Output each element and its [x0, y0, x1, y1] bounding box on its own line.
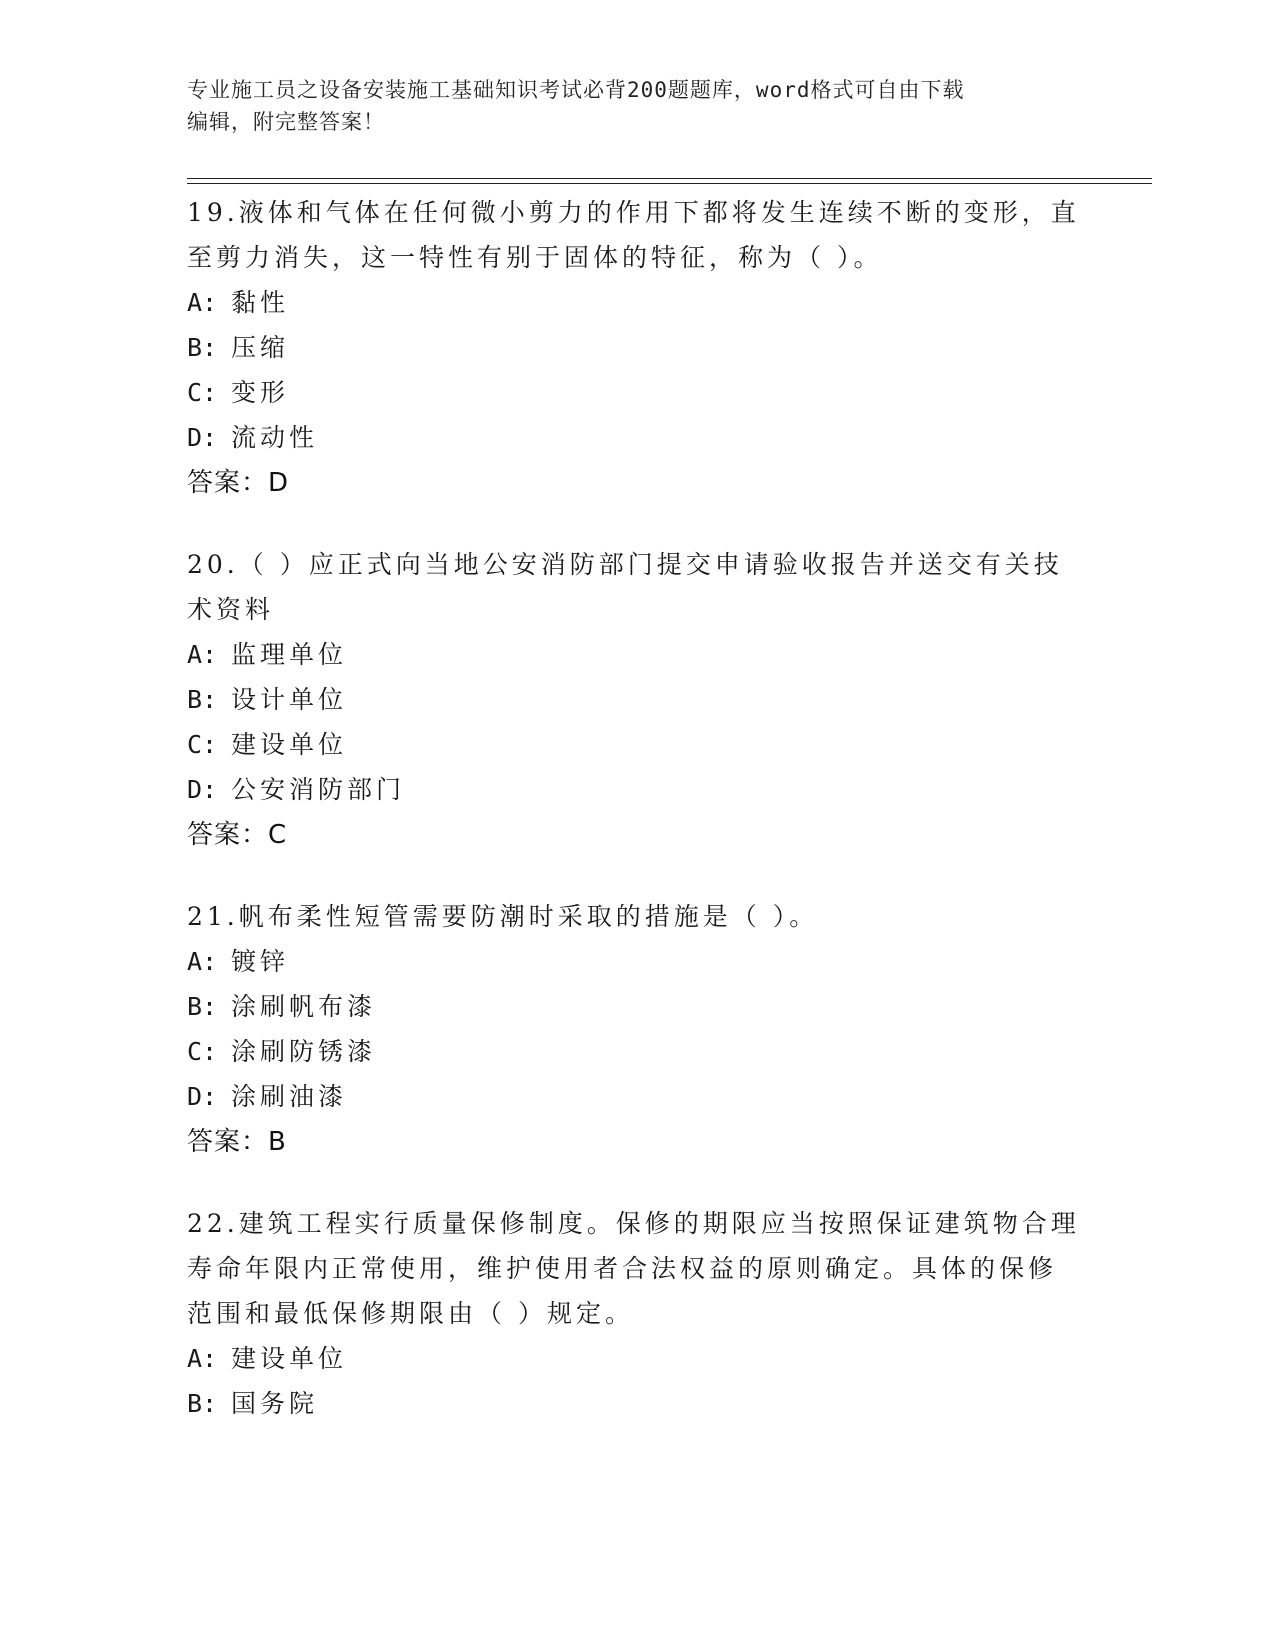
option-a — [187, 632, 1087, 677]
question-stem — [187, 1201, 1087, 1336]
question-stem — [187, 190, 1087, 280]
option-c — [187, 722, 1087, 767]
question-21 — [187, 894, 1087, 1165]
option-key: C: — [187, 730, 218, 759]
option-key: A: — [187, 1344, 218, 1373]
option-key: B: — [187, 1389, 218, 1418]
option-key: B: — [187, 333, 218, 362]
option-text: 镀锌 — [231, 947, 290, 976]
option-text: 流动性 — [231, 423, 319, 452]
option-text: 压缩 — [231, 333, 290, 362]
option-key: D: — [187, 423, 218, 452]
option-d — [187, 415, 1087, 460]
option-b — [187, 677, 1087, 722]
question-stem — [187, 542, 1087, 632]
question-stem-line: 范围和最低保修期限由（ ）规定。 — [187, 1299, 634, 1328]
option-key: B: — [187, 992, 218, 1021]
option-text: 涂刷油漆 — [231, 1082, 348, 1111]
option-key: A: — [187, 947, 218, 976]
question-stem-line: 20.（ ）应正式向当地公安消防部门提交申请验收报告并送交有关技 — [187, 550, 1063, 579]
question-stem — [187, 894, 1087, 939]
question-stem-line: 至剪力消失，这一特性有别于固体的特征，称为（ ）。 — [187, 243, 883, 272]
option-a — [187, 280, 1087, 325]
question-stem-line: 21.帆布柔性短管需要防潮时采取的措施是（ ）。 — [187, 902, 819, 931]
option-text: 建设单位 — [231, 730, 348, 759]
option-text: 涂刷防锈漆 — [231, 1037, 377, 1066]
option-a — [187, 939, 1087, 984]
option-d — [187, 767, 1087, 812]
header-title-line-2: 编辑，附完整答案！ — [187, 110, 385, 134]
option-text: 变形 — [231, 378, 290, 407]
question-22 — [187, 1201, 1087, 1426]
question-stem-line: 22.建筑工程实行质量保修制度。保修的期限应当按照保证建筑物合理 — [187, 1209, 1080, 1238]
option-text: 国务院 — [231, 1389, 319, 1418]
option-text: 监理单位 — [231, 640, 348, 669]
option-b — [187, 984, 1087, 1029]
option-b — [187, 325, 1087, 370]
option-text: 黏性 — [231, 288, 290, 317]
option-key: C: — [187, 1037, 218, 1066]
option-c — [187, 370, 1087, 415]
question-list — [187, 190, 1087, 1462]
option-key: A: — [187, 640, 218, 669]
answer-line: 答案：D — [187, 468, 290, 498]
header-divider-bottom — [187, 183, 1152, 184]
option-text: 公安消防部门 — [231, 775, 406, 804]
question-20 — [187, 542, 1087, 858]
option-a — [187, 1336, 1087, 1381]
option-key: A: — [187, 288, 218, 317]
option-key: B: — [187, 685, 218, 714]
question-19 — [187, 190, 1087, 506]
question-stem-line: 19.液体和气体在任何微小剪力的作用下都将发生连续不断的变形，直 — [187, 198, 1080, 227]
option-key: C: — [187, 378, 218, 407]
option-text: 涂刷帆布漆 — [231, 992, 377, 1021]
option-text: 设计单位 — [231, 685, 348, 714]
option-c — [187, 1029, 1087, 1074]
header-title-line-1: 专业施工员之设备安装施工基础知识考试必背200题题库，word格式可自由下载 — [187, 78, 965, 102]
question-stem-line: 术资料 — [187, 595, 275, 624]
header-divider-top — [187, 178, 1152, 179]
answer-line: 答案：B — [187, 1127, 287, 1157]
document-header — [187, 74, 1067, 138]
answer-line: 答案：C — [187, 820, 288, 850]
option-key: D: — [187, 775, 218, 804]
option-key: D: — [187, 1082, 218, 1111]
option-text: 建设单位 — [231, 1344, 348, 1373]
option-b — [187, 1381, 1087, 1426]
option-d — [187, 1074, 1087, 1119]
question-stem-line: 寿命年限内正常使用，维护使用者合法权益的原则确定。具体的保修 — [187, 1254, 1058, 1283]
